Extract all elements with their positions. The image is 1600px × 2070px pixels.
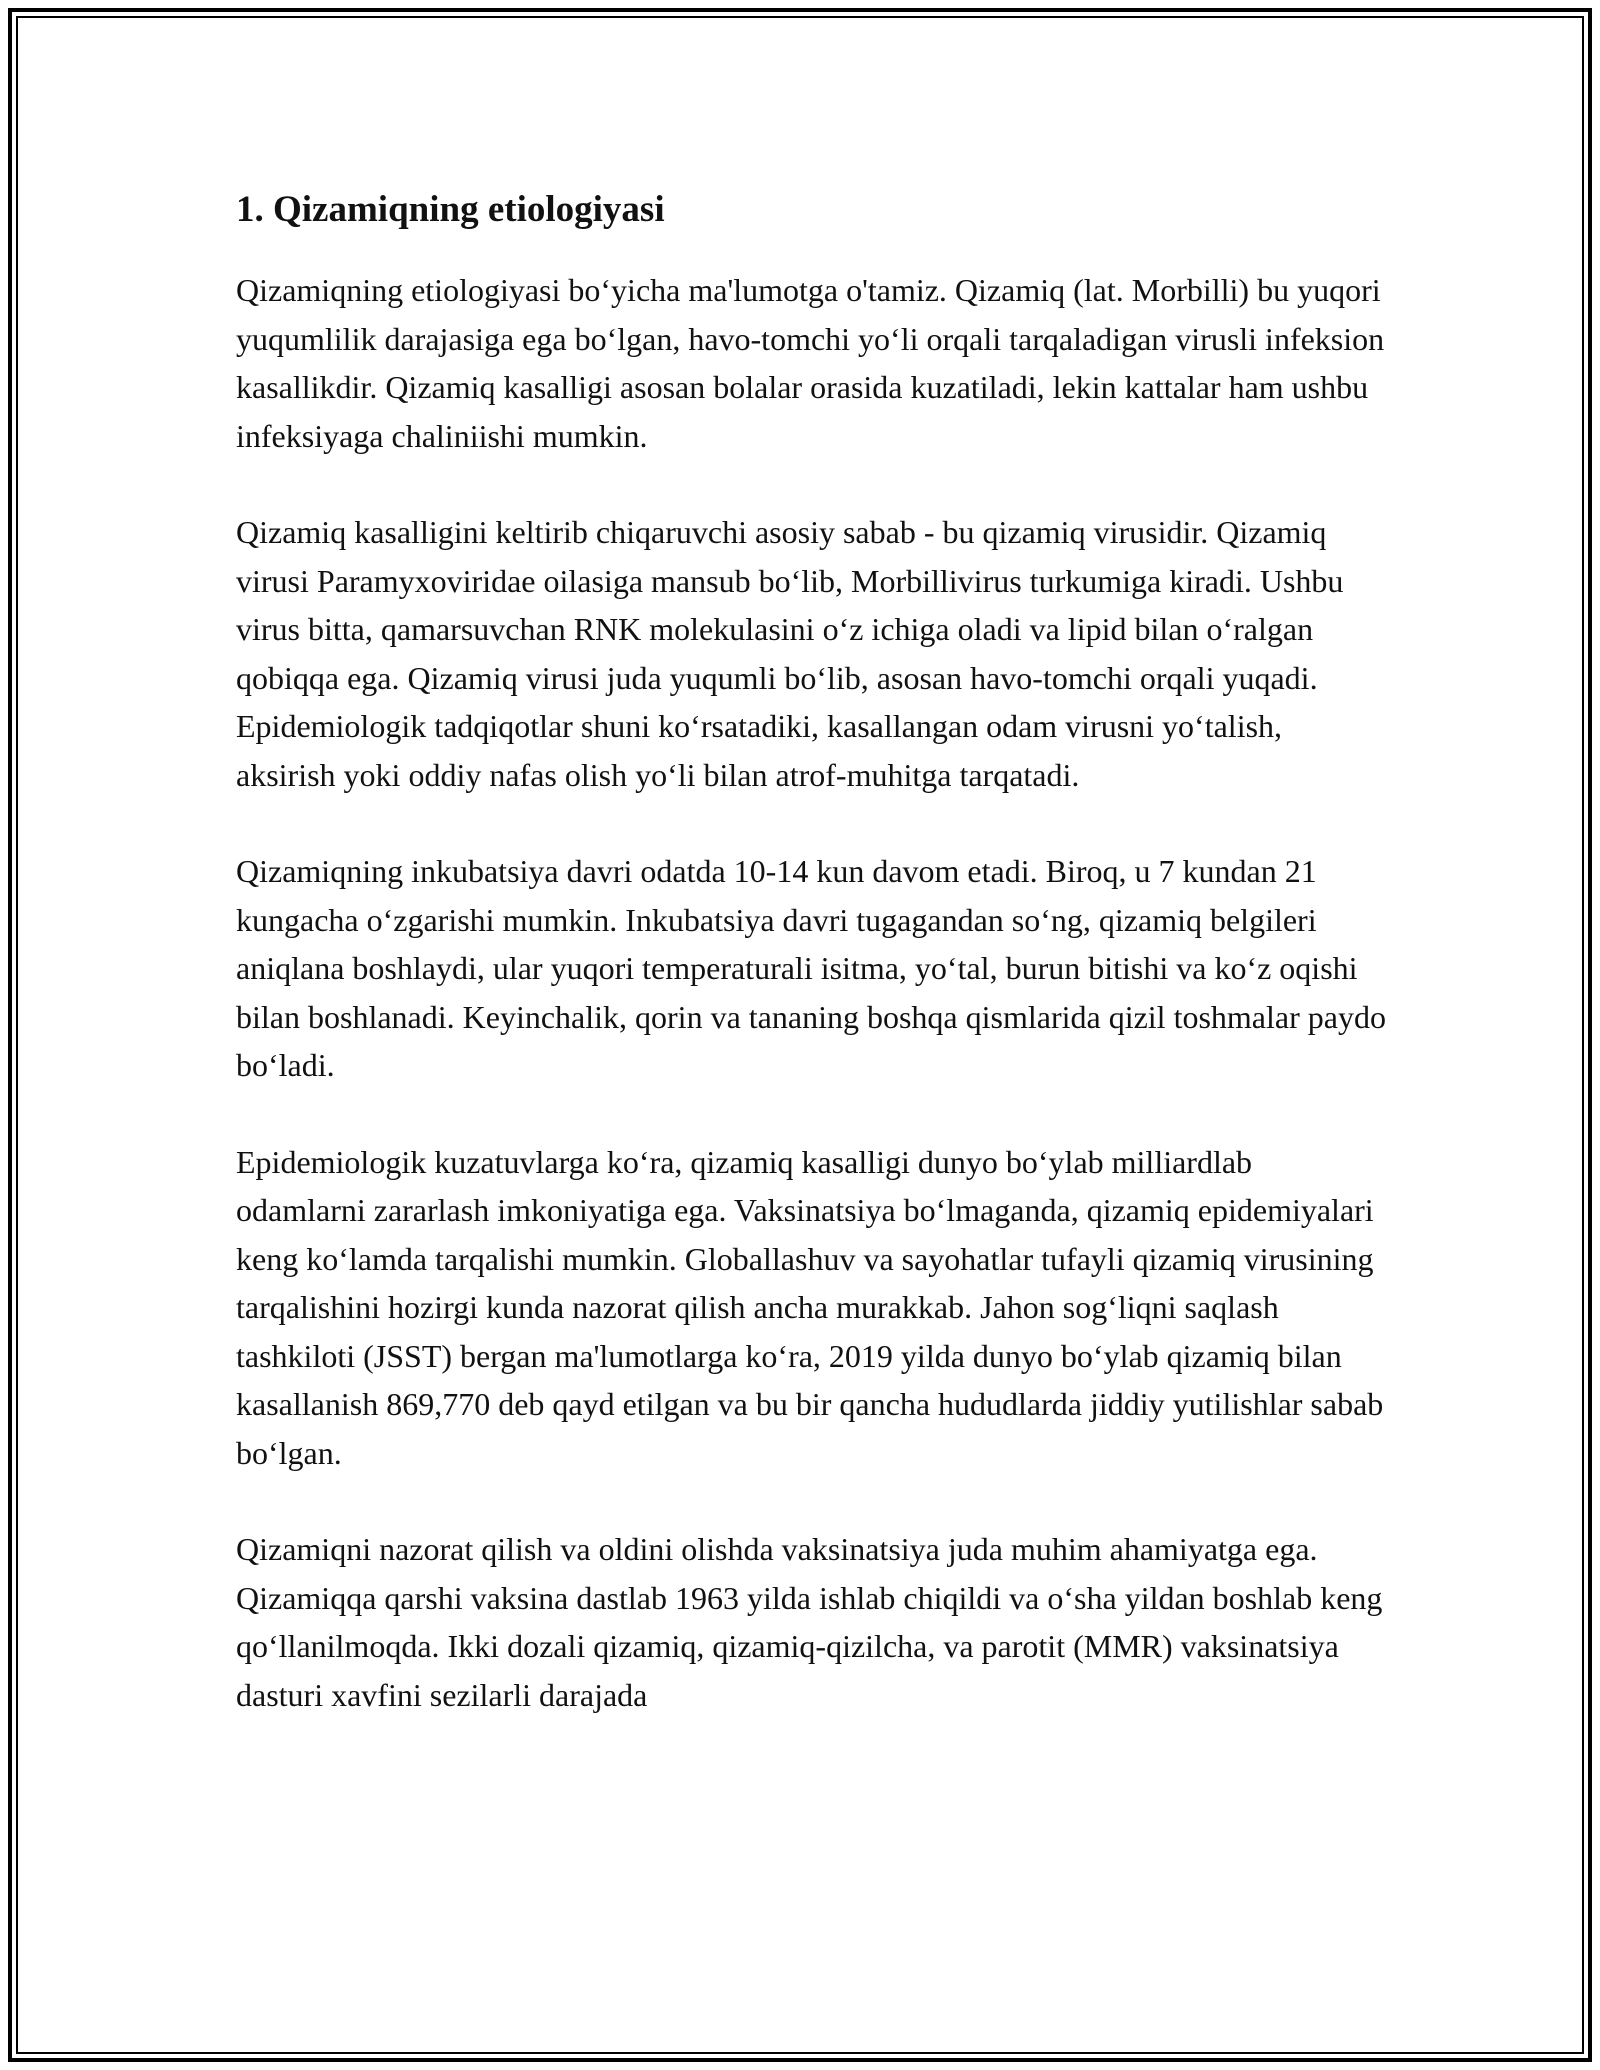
paragraph-incubation: Qizamiqning inkubatsiya davri odatda 10-14 kun davom etadi. Biroq, u 7 kundan 21 kungacha o‘zgarishi mumkin. Inkubatsiya davri tugagandan so‘ng, qizamiq belgileri aniqlana boshlaydi, ular yuqori temperaturali isitma, yo‘tal, burun bitishi va ko‘z oqishi bilan boshlanadi. Keyinchalik, qorin va tananing boshqa qismlarida qizil toshmalar paydo bo‘ladi. (236, 853, 1386, 1083)
paragraph-vaccination: Qizamiqni nazorat qilish va oldini olishda vaksinatsiya juda muhim ahamiyatga ega. Qizamiqqa qarshi vaksina dastlab 1963 yilda ishlab chiqildi va o‘sha yildan boshlab keng qo‘llanilmoqda. Ikki dozali qizamiq, qizamiq-qizilcha, va parotit (MMR) vaksinatsiya dasturi xavfini sezilarli darajada (236, 1531, 1383, 1713)
section-heading: 1. Qizamiqning etiologiyasi (236, 189, 665, 230)
document-body (236, 186, 1386, 1767)
paragraph-cause: Qizamiq kasalligini keltirib chiqaruvchi asosiy sabab - bu qizamiq virusidir. Qizamiq virusi Paramyxoviridae oilasiga mansub bo‘lib, Morbillivirus turkumiga kiradi. Ushbu virus bitta, qamarsuvchan RNK molekulasini o‘z ichiga oladi va lipid bilan o‘ralgan qobiqqa ega. Qizamiq virusi juda yuqumli bo‘lib, asosan havo-tomchi orqali yuqadi. Epidemiologik tadqiqotlar shuni ko‘rsatadiki, kasallangan odam virusni yo‘talish, aksirish yoki oddiy nafas olish yo‘li bilan atrof-muhitga tarqatadi. (236, 514, 1344, 793)
paragraph-epidemiology: Epidemiologik kuzatuvlarga ko‘ra, qizamiq kasalligi dunyo bo‘ylab milliardlab odamlarni zararlash imkoniyatiga ega. Vaksinatsiya bo‘lmaganda, qizamiq epidemiyalari keng ko‘lamda tarqalishi mumkin. Globallashuv va sayohatlar tufayli qizamiq virusining tarqalishini hozirgi kunda nazorat qilish ancha murakkab. Jahon sog‘liqni saqlash tashkiloti (JSST) bergan ma'lumotlarga ko‘ra, 2019 yilda dunyo bo‘ylab qizamiq bilan kasallanish 869,770 deb qayd etilgan va bu bir qancha hududlarda jiddiy yutilishlar sabab bo‘lgan. (236, 1143, 1384, 1471)
paragraph-intro: Qizamiqning etiologiyasi bo‘yicha ma'lumotga o'tamiz. Qizamiq (lat. Morbilli) bu yuqori yuqumlilik darajasiga ega bo‘lgan, havo-tomchi yo‘li orqali tarqaladigan virusli infeksion kasallikdir. Qizamiq kasalligi asosan bolalar orasida kuzatiladi, lekin kattalar ham ushbu infeksiyaga chaliniishi mumkin. (236, 272, 1385, 454)
